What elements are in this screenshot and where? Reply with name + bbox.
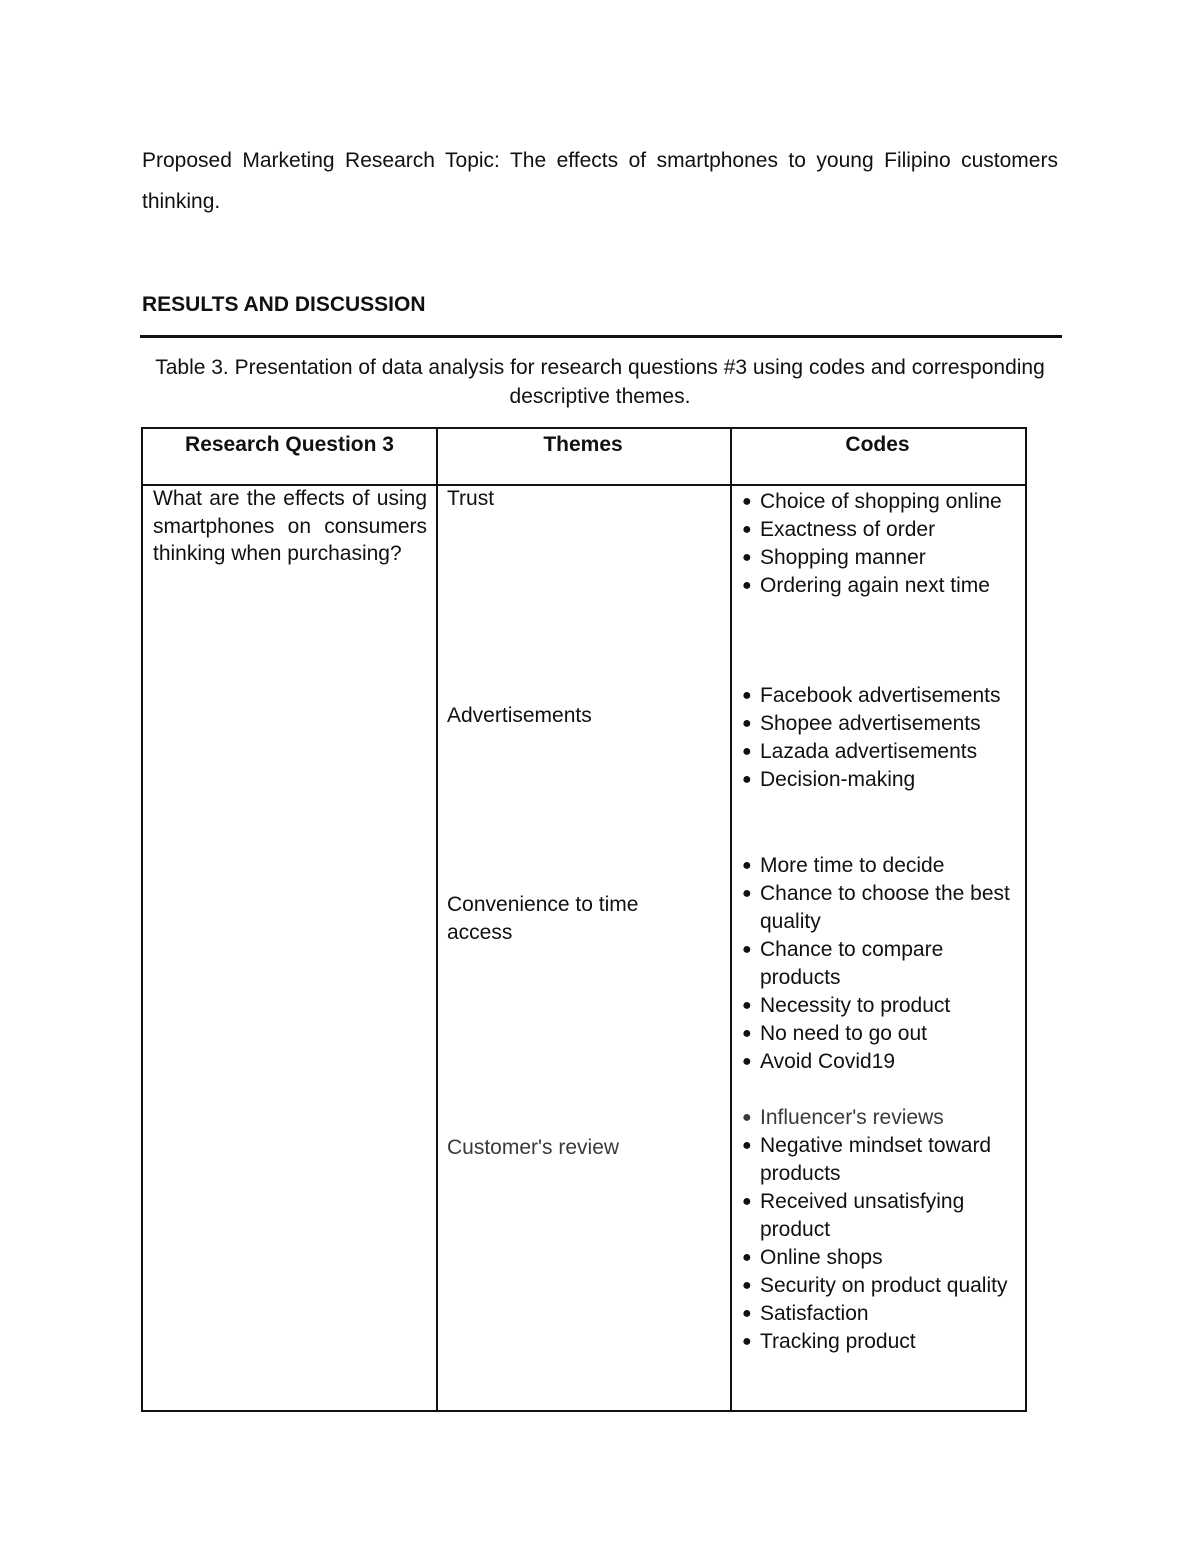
table-caption: Table 3. Presentation of data analysis for research questions #3 using codes and corresponding descriptive themes.	[155, 356, 1045, 408]
code-item: ● Exactness of order	[741, 516, 1021, 544]
topic-text: The effects of smartphones to young Filipino customers thinking.	[142, 149, 1058, 213]
code-item: ● Security on product quality	[741, 1272, 1021, 1300]
bullet-icon: ●	[742, 1333, 752, 1350]
research-question-text: What are the effects of using smartphones on consumers thinking when purchasing?	[153, 487, 427, 565]
theme-customer-review: Customer's review	[447, 1136, 620, 1159]
bullet-icon: ●	[742, 941, 752, 958]
bullet-icon: ●	[742, 1277, 752, 1294]
column-divider	[436, 429, 438, 1410]
code-item: ● Satisfaction	[741, 1300, 1021, 1328]
code-item: ● Online shops	[741, 1244, 1021, 1272]
code-item: ● Shopping manner	[741, 544, 1021, 572]
bullet-icon: ●	[742, 687, 752, 704]
code-item: ● No need to go out	[741, 1020, 1021, 1048]
header-themes: Themes	[543, 433, 623, 456]
theme-convenience: Convenience to time access	[447, 893, 639, 944]
theme-advertisements: Advertisements	[447, 704, 592, 727]
code-item: ● Chance to compare products	[742, 938, 944, 989]
bullet-icon: ●	[742, 1305, 752, 1322]
bullet-icon: ●	[742, 1109, 752, 1126]
bullet-icon: ●	[742, 1025, 752, 1042]
header-research-question: Research Question 3	[185, 433, 394, 456]
bullet-icon: ●	[742, 493, 752, 510]
section-heading: RESULTS AND DISCUSSION	[142, 293, 426, 316]
code-item: ● Choice of shopping online	[741, 488, 1021, 516]
topic-label: Proposed Marketing Research Topic:	[142, 149, 500, 172]
code-item: ● Lazada advertisements	[741, 738, 1021, 766]
bullet-icon: ●	[742, 549, 752, 566]
code-item: ● Negative mindset toward products	[742, 1134, 992, 1185]
code-item: ● More time to decide	[741, 852, 1021, 880]
bullet-icon: ●	[742, 1137, 752, 1154]
analysis-table	[141, 427, 1027, 1412]
heading-divider	[140, 335, 1062, 338]
bullet-icon: ●	[742, 715, 752, 732]
column-divider	[730, 429, 732, 1410]
bullet-icon: ●	[742, 857, 752, 874]
code-item: ● Received unsatisfying product	[742, 1190, 965, 1241]
codes-advertisements	[741, 682, 1021, 794]
bullet-icon: ●	[742, 577, 752, 594]
code-item: ● Chance to choose the best quality	[742, 882, 1010, 933]
codes-trust	[741, 488, 1021, 600]
theme-trust: Trust	[447, 487, 495, 510]
codes-convenience	[741, 852, 1021, 1076]
code-item: ● Necessity to product	[741, 992, 1021, 1020]
bullet-icon: ●	[742, 997, 752, 1014]
codes-customer-review	[741, 1104, 1021, 1356]
research-topic	[142, 140, 1058, 222]
bullet-icon: ●	[742, 1193, 752, 1210]
bullet-icon: ●	[742, 743, 752, 760]
bullet-icon: ●	[742, 1249, 752, 1266]
code-item: ● Facebook advertisements	[741, 682, 1021, 710]
code-item: ● Shopee advertisements	[741, 710, 1021, 738]
bullet-icon: ●	[742, 885, 752, 902]
code-item: ● Avoid Covid19	[741, 1048, 1021, 1076]
header-codes: Codes	[845, 433, 910, 456]
bullet-icon: ●	[742, 771, 752, 788]
code-item: ● Decision-making	[741, 766, 1021, 794]
bullet-icon: ●	[742, 521, 752, 538]
code-item: ● Tracking product	[741, 1328, 1021, 1356]
code-item: ● Influencer's reviews	[741, 1104, 1021, 1132]
code-item: ● Ordering again next time	[741, 572, 1021, 600]
bullet-icon: ●	[742, 1053, 752, 1070]
